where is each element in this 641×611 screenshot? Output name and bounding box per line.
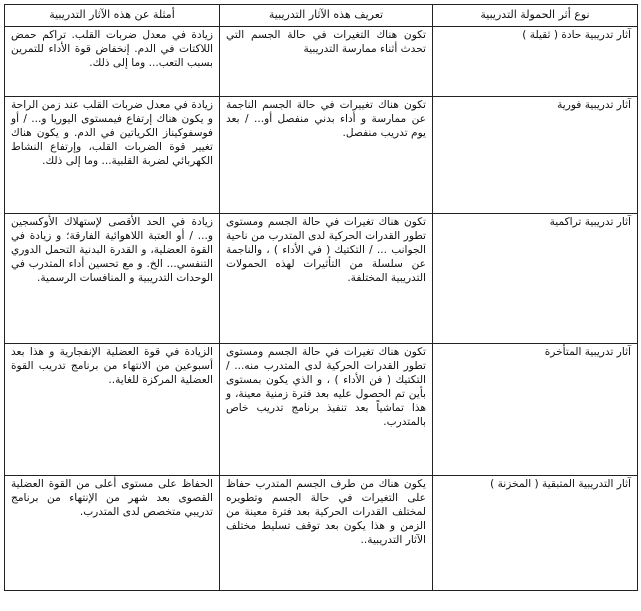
- effect-definition-cell: يكون هناك من طرف الجسم المتدرب حفاظ على التغيرات في حالة الجسم وتطويره لمختلف القدرات الحركية بعد فترة معينة من الزمن و هذا يكون بعد توقف تسليط مختلف الآثار التدريبية..: [220, 476, 433, 591]
- header-examples: أمثلة عن هذه الآثار التدريبية: [5, 5, 220, 27]
- effect-example-cell: زيادة في معدل ضربات القلب عند زمن الراحة و يكون هناك إرتفاع فيمستوى اليوريا و... / أو فوسفوكيناز الكرياتين في الدم. و يكون هناك تغيير قوة الضربات القلب، وإرتفاع النشاط الكهربائي لضربة القلبية... وما إلى ذلك.: [5, 97, 220, 214]
- effect-type-cell: آثار تدريبية حادة ( ثقيلة ): [433, 27, 638, 97]
- effect-example-cell: الزيادة في قوة العضلية الإنفجارية و هذا بعد أسبوعين من الانتهاء من برنامج تدريب القوة العضلية المركزة للغاية..: [5, 344, 220, 476]
- table-row: [5, 97, 638, 214]
- header-definition: تعريف هذه الآثار التدريبية: [220, 5, 433, 27]
- effect-definition-cell: تكون هناك تغيرات في حالة الجسم ومستوى تطور القدرات الحركية لدى المتدرب من ناحية الجوانب ... / التكتيك ( في الأداء ) ، والناجمة عن سلسلة من التأثيرات لهذه الحمولات التدريبية المختلفة.: [220, 214, 433, 344]
- effect-definition-cell: تكون هناك تغيرات في حالة الجسم ومستوى تطور القدرات الحركية لدى المتدرب منه... / التكتيك ( فن الأداء ) ، و الذي يكون بمستوى بأين تم الحصول عليه بعد فترة زمنية معينة، و هذا تماشياً بعد تنفيذ برنامج تدريب خاص بالمتدرب.: [220, 344, 433, 476]
- effect-example-cell: الحفاظ على مستوى أعلى من القوة العضلية القصوى بعد شهر من الإنتهاء من برنامج تدريبي متخصص لدى المتدرب.: [5, 476, 220, 591]
- table-row: [5, 27, 638, 97]
- header-type: نوع أثر الحمولة التدريبية: [433, 5, 638, 27]
- table-row: [5, 344, 638, 476]
- effect-example-cell: زيادة في معدل ضربات القلب. تراكم حمض اللاكتات في الدم. إنخفاض قوة الأداء للتمرين بسبب التعب... وما إلى ذلك.: [5, 27, 220, 97]
- effect-type-cell: آثار التدريبية المتبقية ( المخزنة ): [433, 476, 638, 591]
- table-header-row: [5, 5, 638, 27]
- effect-type-cell: آثار تدريبية المتأخرة: [433, 344, 638, 476]
- effect-definition-cell: تكون هناك التغيرات في حالة الجسم التي تحدث أثناء ممارسة التدريبية: [220, 27, 433, 97]
- table-row: [5, 476, 638, 591]
- effect-example-cell: زيادة في الحد الأقصى لإستهلاك الأوكسجين و... / أو العتبة اللاهوائية الفارقة؛ و زيادة في القوة العضلية، و القدرة البدنية التحمل الدوري التنفسي... الخ. و مع تحسين أداء المتدرب في الوحدات التدريبية و المنافسات الرسمية.: [5, 214, 220, 344]
- table-row: [5, 214, 638, 344]
- effect-type-cell: آثار تدريبية فورية: [433, 97, 638, 214]
- effect-type-cell: آثار تدريبية تراكمية: [433, 214, 638, 344]
- training-effects-table: [4, 4, 638, 591]
- effect-definition-cell: تكون هناك تغييرات في حالة الجسم الناجمة عن ممارسة و أداء بدني منفصل أو... / بعد يوم تدريب منفصل.: [220, 97, 433, 214]
